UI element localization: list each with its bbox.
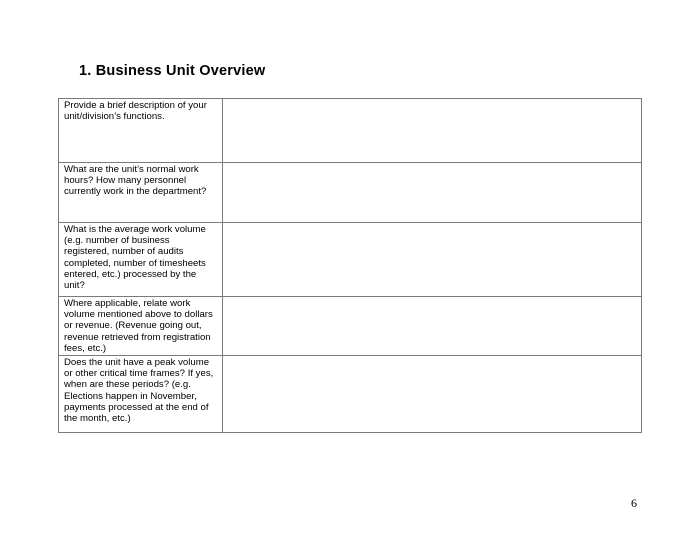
business-unit-overview-table [58, 98, 642, 433]
answer-cell[interactable] [223, 223, 642, 297]
answer-cell[interactable] [223, 356, 642, 433]
answer-cell[interactable] [223, 99, 642, 163]
section-title: 1. Business Unit Overview [79, 63, 266, 79]
answer-cell[interactable] [223, 163, 642, 223]
question-cell: Does the unit have a peak volume or other critical time frames? If yes, when are these periods? (e.g. Elections happen in November, payments processed at the end of the month, etc.) [59, 356, 223, 433]
table-row [59, 297, 642, 356]
table-row [59, 356, 642, 433]
question-cell: Provide a brief description of your unit/division’s functions. [59, 99, 223, 163]
answer-cell[interactable] [223, 297, 642, 356]
table-row [59, 99, 642, 163]
page-number: 6 [631, 496, 637, 510]
table-row [59, 223, 642, 297]
table-row [59, 163, 642, 223]
question-cell: What are the unit’s normal work hours? How many personnel currently work in the department? [59, 163, 223, 223]
question-cell: What is the average work volume (e.g. number of business registered, number of audits completed, number of timesheets entered, etc.) processed by the unit? [59, 223, 223, 297]
question-cell: Where applicable, relate work volume mentioned above to dollars or revenue. (Revenue going out, revenue retrieved from registration fees, etc.) [59, 297, 223, 356]
